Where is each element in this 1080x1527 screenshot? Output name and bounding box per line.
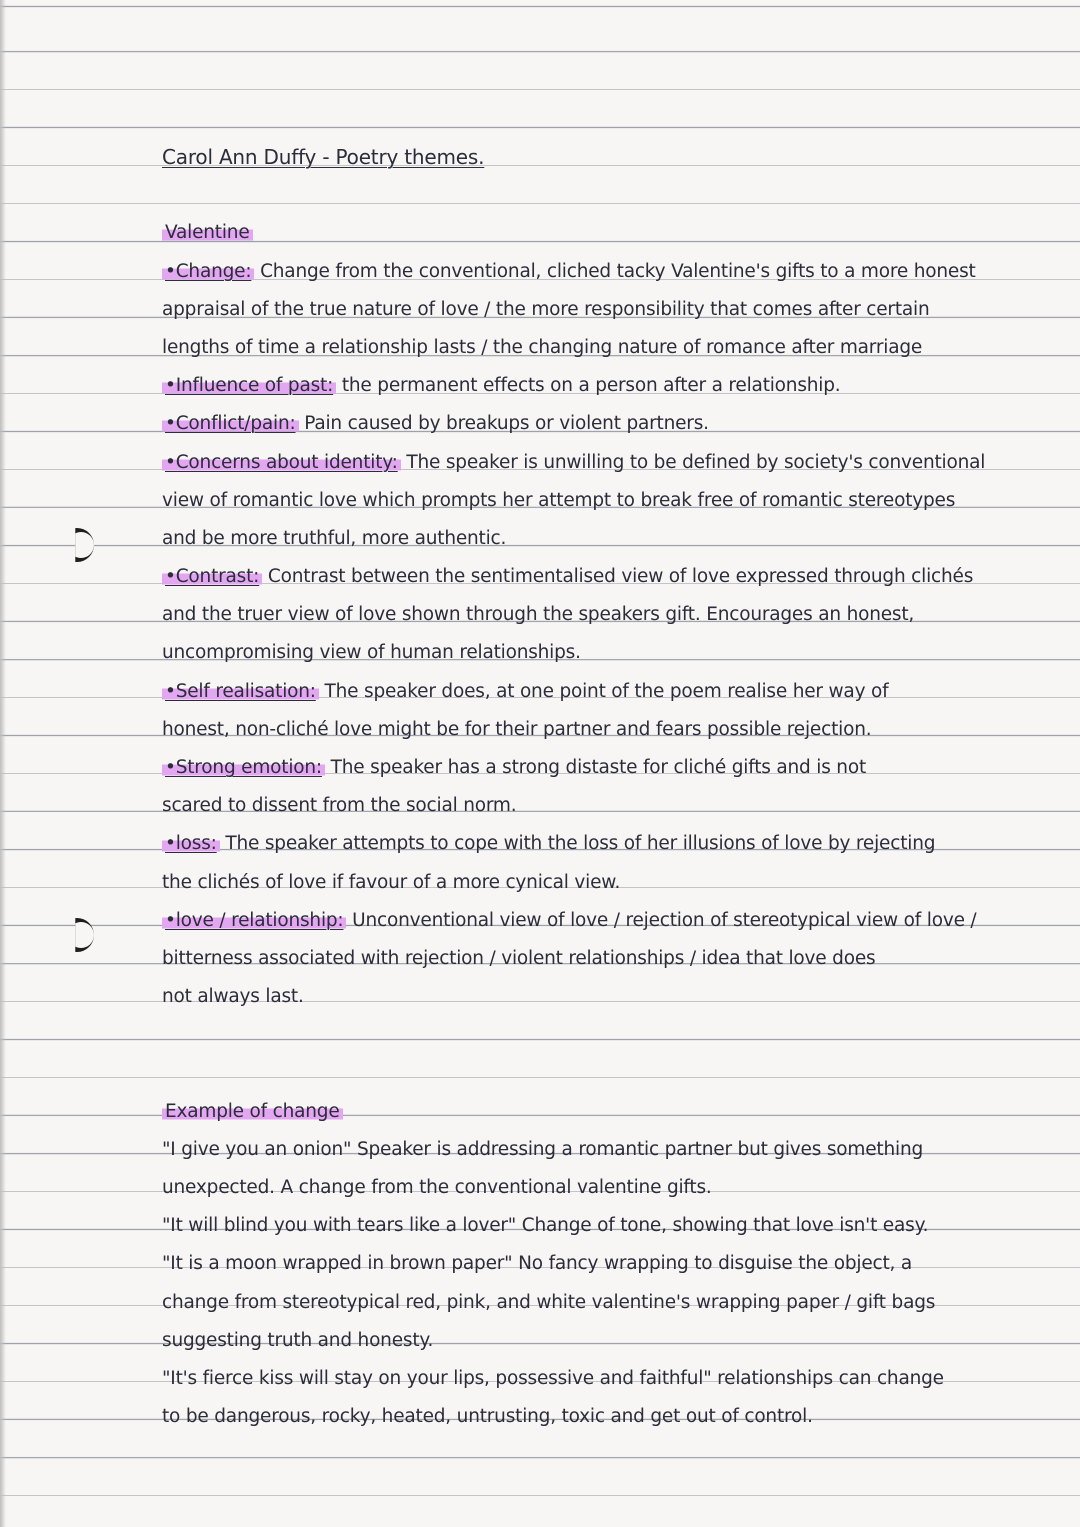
- quote-line: "It's fierce kiss will stay on your lips, possessive and faithful" relationships can change: [162, 1368, 944, 1389]
- theme-love-relationship-line: bitterness associated with rejection / violent relationships / idea that love does: [162, 947, 876, 969]
- theme-conflict-pain: •Conflict/pain: Pain caused by breakups or violent partners.: [162, 405, 1067, 443]
- theme-strong-emotion: •Strong emotion: The speaker has a strong distaste for cliché gifts and is not: [162, 749, 1067, 787]
- quote-line: to be dangerous, rocky, heated, untrusting, toxic and get out of control.: [162, 1406, 813, 1428]
- theme-love-relationship-line: not always last.: [162, 986, 304, 1008]
- theme-contrast-line: uncompromising view of human relationships.: [162, 642, 581, 664]
- theme-self-realisation: •Self realisation: The speaker does, at one point of the poem realise her way of: [162, 673, 1067, 711]
- handwritten-notes: [162, 138, 1067, 1436]
- theme-influence-of-past: •Influence of past: the permanent effects on a person after a relationship.: [162, 367, 1067, 405]
- page-edge-shadow: [0, 0, 6, 1527]
- theme-contrast: •Contrast: Contrast between the sentimentalised view of love expressed through clichés: [162, 558, 1067, 596]
- theme-loss-line: the clichés of love if favour of a more cynical view.: [162, 871, 621, 893]
- theme-self-realisation-line: honest, non-cliché love might be for their partner and fears possible rejection.: [162, 718, 872, 740]
- theme-strong-emotion-line: scared to dissent from the social norm.: [162, 795, 517, 817]
- quote-line: "I give you an onion" Speaker is addressing a romantic partner but gives something: [162, 1138, 924, 1160]
- quote-line: change from stereotypical red, pink, and white valentine's wrapping paper / gift bags: [162, 1291, 936, 1313]
- theme-contrast-line: and the truer view of love shown through the speakers gift. Encourages an honest,: [162, 604, 915, 626]
- margin-line: [150, 0, 152, 1527]
- punch-hole-lower: [60, 918, 94, 952]
- quote-line: suggesting truth and honesty.: [162, 1329, 434, 1351]
- page-title: Carol Ann Duffy - Poetry themes.: [162, 145, 485, 169]
- theme-concerns-about-identity: •Concerns about identity: The speaker is unwilling to be defined by society's conventional: [162, 444, 1067, 482]
- theme-identity-line: view of romantic love which prompts her attempt to break free of romantic stereotypes: [162, 489, 956, 511]
- section-heading-example-of-change: Example of change: [162, 1093, 1067, 1131]
- quote-line: unexpected. A change from the conventional valentine gifts.: [162, 1177, 712, 1199]
- quote-line: "It will blind you with tears like a lover" Change of tone, showing that love isn't easy.: [162, 1215, 929, 1237]
- theme-change-line: lengths of time a relationship lasts / the changing nature of romance after marriage: [162, 336, 923, 358]
- punch-hole-upper: [60, 528, 94, 562]
- theme-change-line: appraisal of the true nature of love / the more responsibility that comes after certain: [162, 298, 930, 320]
- quote-line: "It is a moon wrapped in brown paper" No fancy wrapping to disguise the object, a: [162, 1253, 913, 1275]
- section-heading-valentine: Valentine: [162, 214, 1067, 252]
- theme-identity-line: and be more truthful, more authentic.: [162, 527, 507, 549]
- theme-love-relationship: •love / relationship: Unconventional view of love / rejection of stereotypical view of love /: [162, 902, 1067, 940]
- theme-change: •Change: Change from the conventional, cliched tacky Valentine's gifts to a more honest: [162, 253, 1067, 291]
- theme-loss: •loss: The speaker attempts to cope with the loss of her illusions of love by rejecting: [162, 825, 1067, 863]
